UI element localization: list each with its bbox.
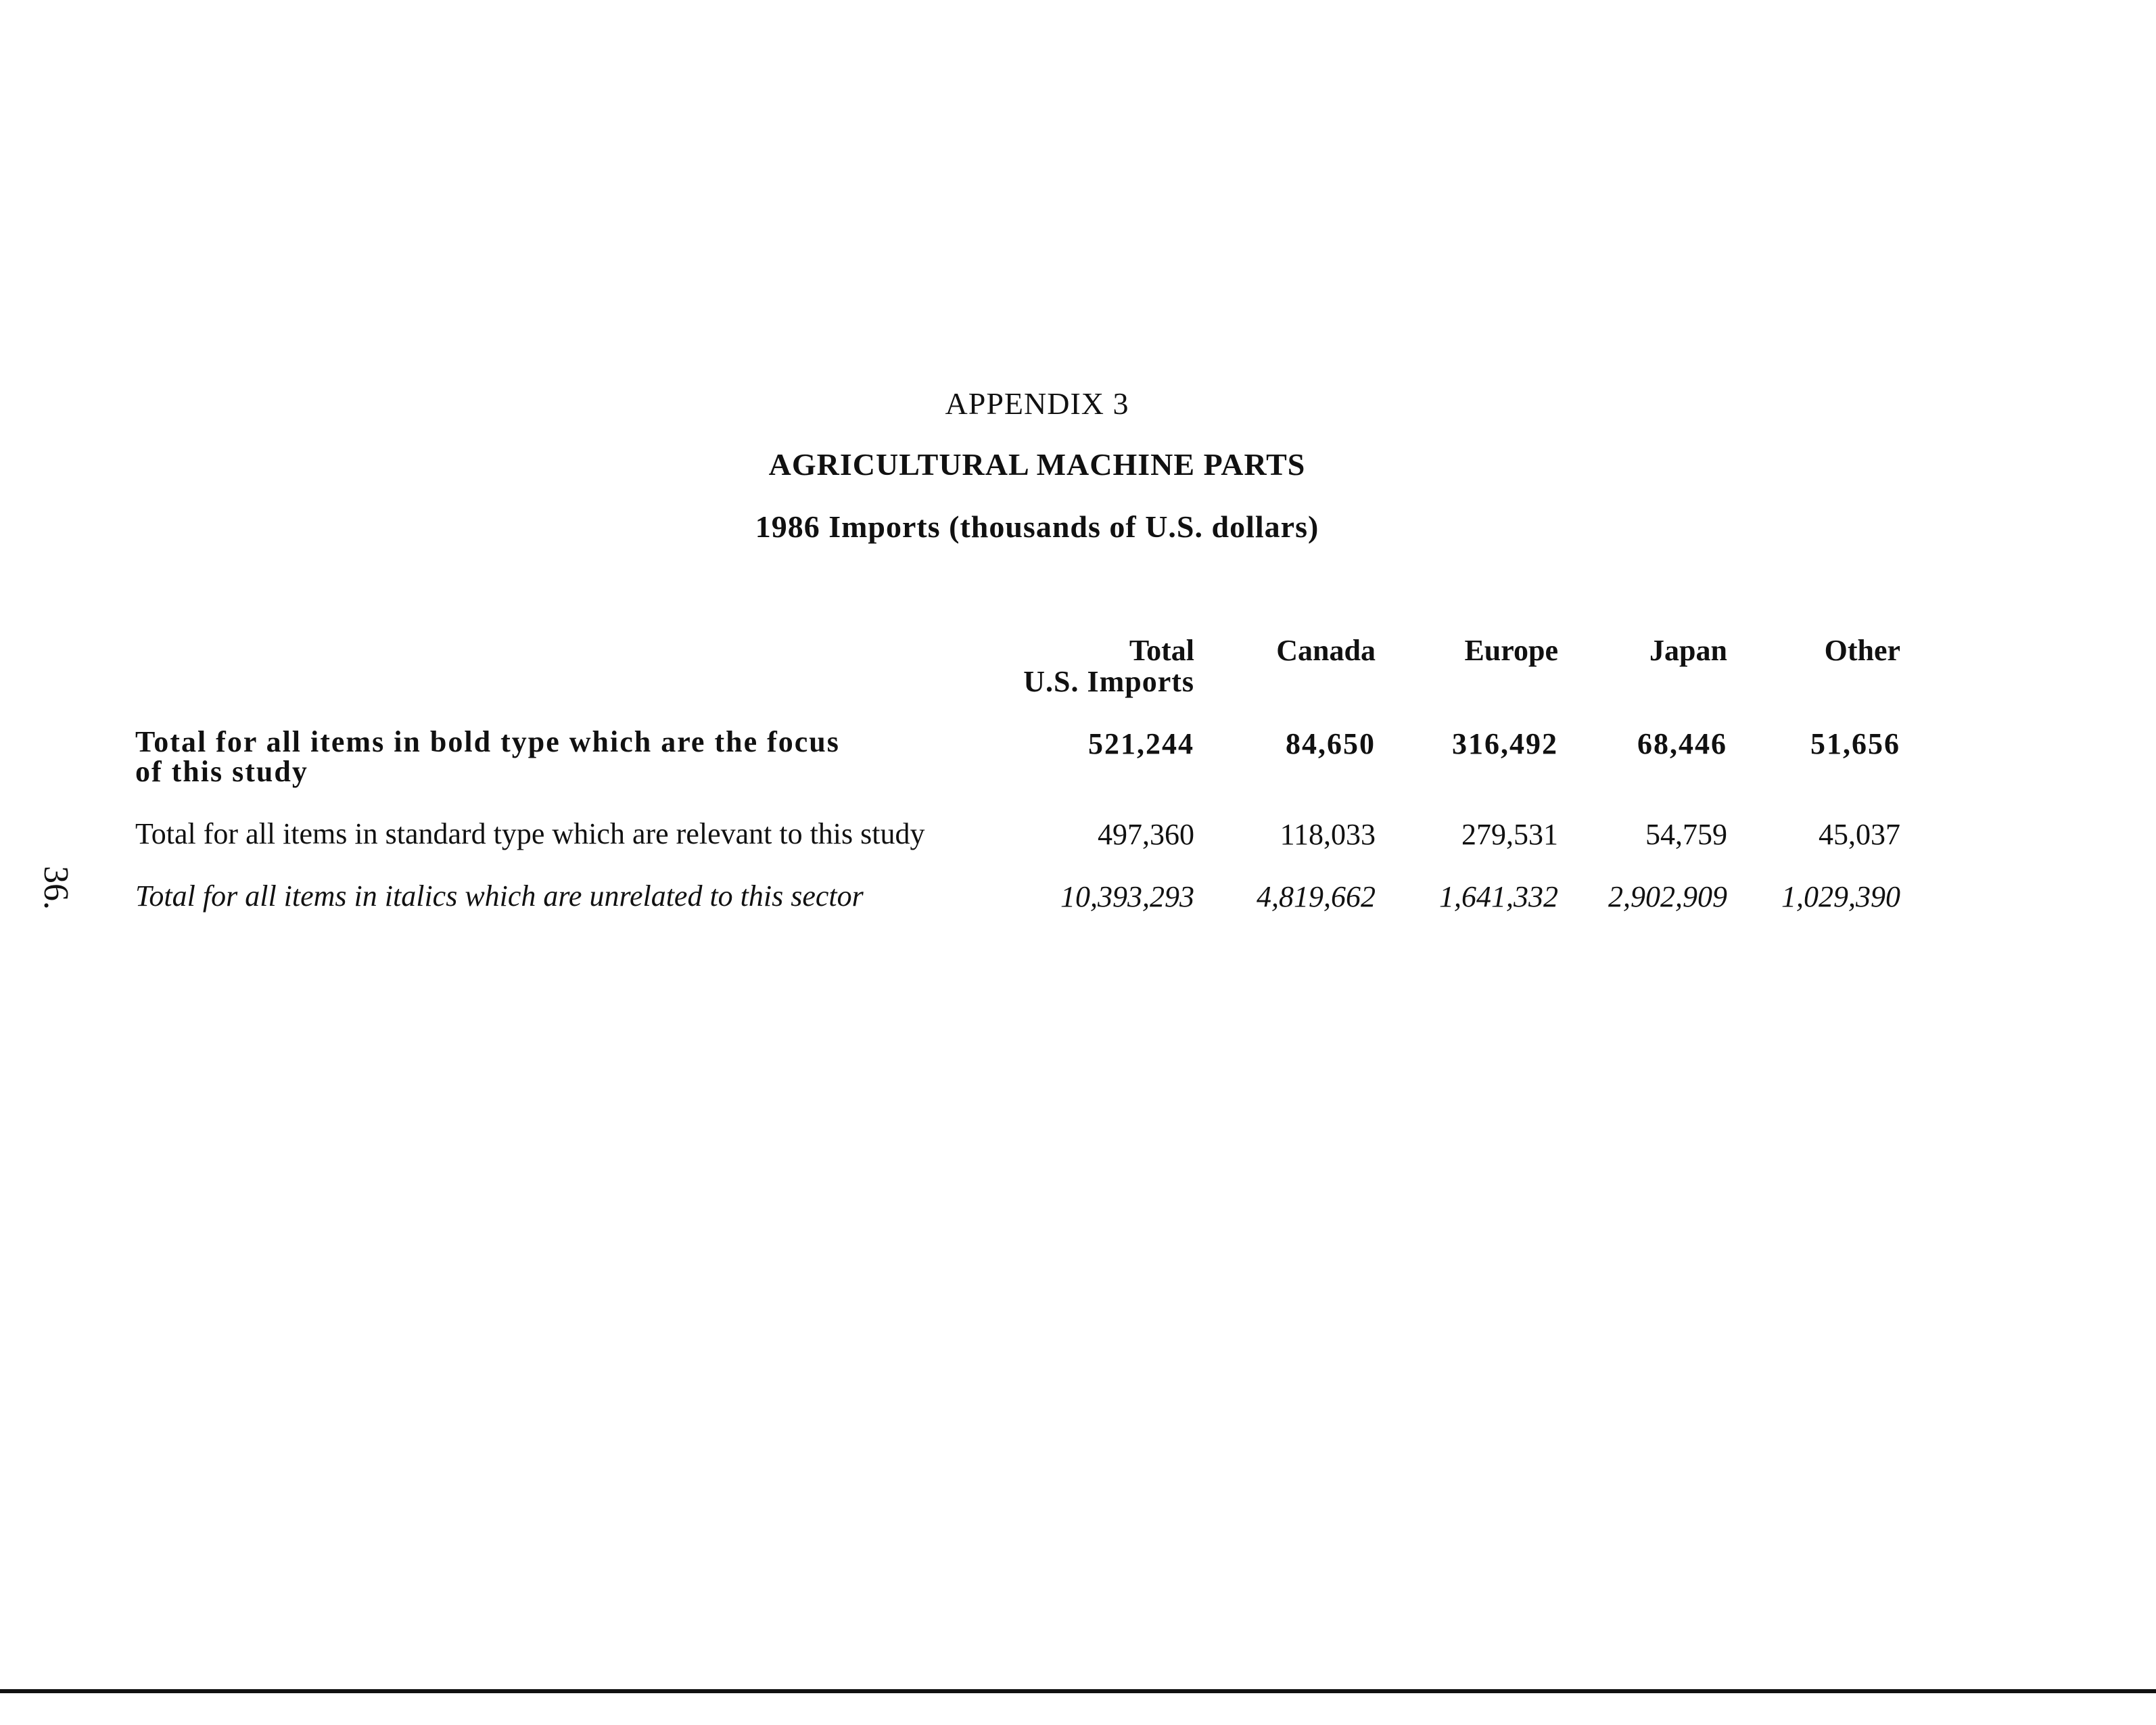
cell-europe: 279,531	[1461, 818, 1558, 851]
cell-other: 45,037	[1819, 818, 1900, 851]
appendix-label: APPENDIX 3	[945, 386, 1129, 421]
cell-canada: 84,650	[1286, 727, 1376, 760]
cell-europe: 1,641,332	[1439, 880, 1558, 913]
bottom-rule	[0, 1689, 2156, 1693]
cell-japan: 54,759	[1645, 818, 1727, 851]
row-label-line2: of this study	[135, 755, 308, 788]
col-header-other: Other	[1824, 634, 1900, 667]
page-number: 36.	[37, 866, 75, 910]
col-header-total-line1: Total	[1129, 634, 1194, 667]
cell-other: 51,656	[1810, 727, 1900, 760]
row-label: Total for all items in italics which are unrelated to this sector	[135, 879, 864, 913]
document-subtitle: 1986 Imports (thousands of U.S. dollars)	[755, 509, 1319, 544]
row-label: Total for all items in standard type which are relevant to this study	[135, 817, 925, 850]
cell-total: 521,244	[1088, 727, 1194, 760]
col-header-canada: Canada	[1276, 634, 1376, 667]
cell-canada: 118,033	[1280, 818, 1376, 851]
cell-europe: 316,492	[1452, 727, 1558, 760]
cell-japan: 68,446	[1637, 727, 1727, 760]
cell-other: 1,029,390	[1781, 880, 1900, 913]
cell-total: 10,393,293	[1060, 880, 1194, 913]
col-header-japan: Japan	[1649, 634, 1727, 667]
col-header-europe: Europe	[1464, 634, 1558, 667]
cell-japan: 2,902,909	[1608, 880, 1727, 913]
col-header-total-line2: U.S. Imports	[1023, 665, 1194, 698]
row-label-line1: Total for all items in bold type which are the focus	[135, 725, 840, 758]
cell-total: 497,360	[1098, 818, 1194, 851]
document-title: AGRICULTURAL MACHINE PARTS	[768, 447, 1306, 482]
cell-canada: 4,819,662	[1257, 880, 1376, 913]
